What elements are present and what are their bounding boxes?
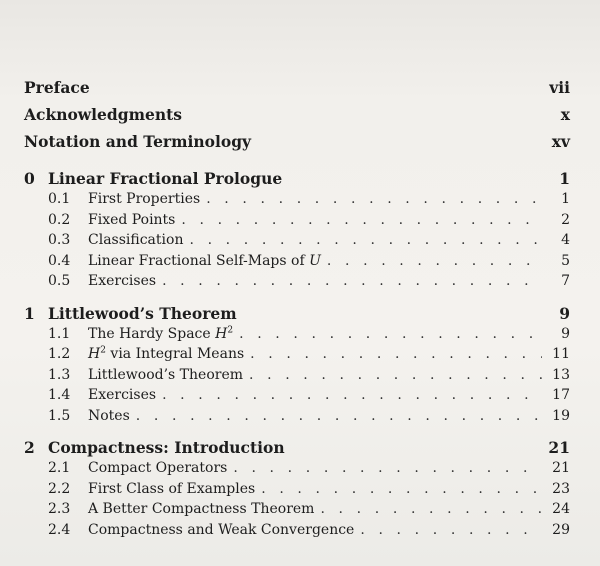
section-title: Exercises (88, 387, 157, 403)
section-page: 19 (552, 407, 570, 424)
chapter-heading[interactable] (24, 438, 570, 460)
chapter-page: 21 (548, 438, 570, 457)
section-title-wrapper (88, 326, 233, 342)
chapter-title: Littlewood’s Theorem (48, 303, 237, 323)
leader-dots (239, 326, 542, 342)
section-number: 0.5 (48, 273, 71, 289)
chapter-0 (24, 169, 570, 294)
leader-dots (189, 232, 542, 248)
section-number: 0.2 (48, 211, 71, 228)
section-number: 1.1 (48, 325, 71, 342)
section-title-wrapper (88, 346, 244, 362)
leader-dots (162, 273, 542, 289)
section-entry[interactable] (24, 408, 570, 429)
entry-page: xv (551, 132, 570, 151)
toc-entry-preface[interactable] (24, 78, 570, 105)
math-superscript: 2 (100, 345, 106, 356)
section-page: 2 (561, 211, 570, 228)
leader-dots (250, 346, 542, 362)
section-page: 23 (552, 480, 570, 497)
section-number: 1.4 (48, 387, 71, 403)
section-entry[interactable] (24, 273, 570, 294)
section-entry[interactable] (24, 481, 570, 502)
leader-dots (136, 408, 542, 424)
section-entry[interactable] (24, 501, 570, 522)
leader-dots (360, 522, 542, 538)
section-title: The Hardy Space (88, 325, 211, 342)
entry-title: Notation and Terminology (24, 132, 252, 151)
section-title-wrapper (88, 253, 321, 269)
toc-entry-acknowledgments[interactable] (24, 105, 570, 132)
section-number: 0.4 (48, 252, 71, 269)
section-page: 17 (552, 387, 570, 403)
chapter-2 (24, 438, 570, 542)
math-symbol: H (215, 325, 228, 342)
entry-page: vii (549, 78, 570, 97)
section-number: 1.3 (48, 366, 71, 383)
section-title: Classification (88, 232, 184, 248)
section-page: 11 (552, 346, 570, 362)
section-title: via Integral Means (110, 346, 245, 362)
toc-entry-notation[interactable] (24, 132, 570, 159)
section-entry[interactable] (24, 326, 570, 347)
chapter-title: Linear Fractional Prologue (48, 169, 283, 188)
section-page: 21 (552, 460, 570, 476)
section-title: Linear Fractional Self-Maps of (88, 252, 305, 269)
section-number: 1.2 (48, 346, 71, 362)
section-number: 0.3 (48, 232, 71, 248)
section-entry[interactable] (24, 253, 570, 274)
leader-dots (320, 501, 542, 517)
section-entry[interactable] (24, 232, 570, 253)
chapter-page: 1 (559, 169, 570, 188)
section-title: A Better Compactness Theorem (88, 501, 315, 517)
section-page: 29 (552, 521, 570, 538)
section-number: 2.1 (48, 460, 71, 476)
entry-page: x (560, 105, 570, 124)
section-title: Exercises (88, 273, 157, 289)
section-entry[interactable] (24, 367, 570, 388)
leader-dots (181, 212, 542, 228)
chapter-title: Compactness: Introduction (48, 438, 285, 457)
section-number: 0.1 (48, 191, 71, 207)
math-symbol: U (309, 252, 321, 269)
table-of-contents (24, 78, 570, 542)
leader-dots (249, 367, 542, 383)
entry-title: Acknowledgments (24, 105, 182, 124)
math-superscript: 2 (227, 324, 234, 335)
leader-dots (162, 387, 542, 403)
section-page: 13 (552, 366, 570, 383)
chapter-page: 9 (559, 303, 570, 323)
section-number: 2.2 (48, 480, 71, 497)
section-title: First Class of Examples (88, 480, 256, 497)
section-number: 1.5 (48, 407, 71, 424)
section-title: Littlewood’s Theorem (88, 366, 243, 383)
entry-title: Preface (24, 78, 90, 97)
chapter-heading[interactable] (24, 304, 570, 326)
chapter-number: 1 (24, 303, 35, 323)
section-page: 7 (561, 273, 570, 289)
section-entry[interactable] (24, 387, 570, 408)
section-entry[interactable] (24, 191, 570, 212)
section-title: Fixed Points (88, 211, 176, 228)
math-symbol: H (88, 346, 101, 362)
section-title: Compactness and Weak Convergence (88, 521, 355, 538)
section-number: 2.3 (48, 501, 71, 517)
leader-dots (261, 481, 542, 497)
section-page: 5 (561, 252, 570, 269)
section-title: Notes (88, 407, 130, 424)
leader-dots (206, 191, 542, 207)
section-page: 1 (561, 191, 570, 207)
section-title: First Properties (88, 191, 201, 207)
section-entry[interactable] (24, 460, 570, 481)
leader-dots (327, 253, 542, 269)
section-page: 9 (561, 325, 570, 342)
chapter-1 (24, 304, 570, 429)
chapter-number: 2 (24, 438, 35, 457)
section-title: Compact Operators (88, 460, 228, 476)
leader-dots (233, 460, 542, 476)
chapter-heading[interactable] (24, 169, 570, 191)
section-page: 24 (552, 501, 570, 517)
section-entry[interactable] (24, 346, 570, 367)
section-entry[interactable] (24, 522, 570, 543)
chapter-number: 0 (24, 169, 35, 188)
section-page: 4 (561, 232, 570, 248)
section-entry[interactable] (24, 212, 570, 233)
section-number: 2.4 (48, 521, 71, 538)
